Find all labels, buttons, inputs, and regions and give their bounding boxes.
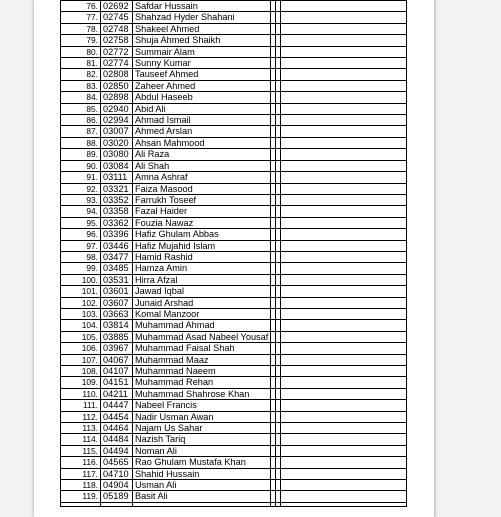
serial-number-cell: 101.	[61, 286, 101, 297]
roll-number-cell: 04447	[101, 400, 133, 411]
blank-cell	[281, 263, 407, 274]
table-row	[61, 206, 407, 217]
blank-cell	[281, 411, 407, 422]
serial-number-cell: 90.	[61, 160, 101, 171]
serial-number-cell: 111.	[61, 400, 101, 411]
roll-number-cell: 02745	[101, 12, 133, 23]
roll-number-cell: 02994	[101, 115, 133, 126]
document-page	[34, 0, 434, 517]
table-row	[61, 366, 407, 377]
serial-number-cell: 113.	[61, 423, 101, 434]
blank-cell	[281, 160, 407, 171]
roll-number-cell: 03663	[101, 308, 133, 319]
table-row	[61, 229, 407, 240]
blank-cell	[281, 206, 407, 217]
blank-cell	[61, 502, 101, 506]
serial-number-cell: 76.	[61, 1, 101, 12]
table-row	[61, 457, 407, 468]
table-row	[61, 126, 407, 137]
roll-number-cell: 04565	[101, 457, 133, 468]
blank-cell	[281, 137, 407, 148]
serial-number-cell: 117.	[61, 468, 101, 479]
blank-cell	[281, 103, 407, 114]
blank-cell	[281, 217, 407, 228]
roll-number-cell: 03967	[101, 343, 133, 354]
table-row	[61, 1, 407, 12]
roster-body	[61, 1, 407, 507]
serial-number-cell: 86.	[61, 115, 101, 126]
serial-number-cell: 83.	[61, 80, 101, 91]
student-name-cell: Fouzia Nawaz	[133, 217, 271, 228]
serial-number-cell: 104.	[61, 320, 101, 331]
serial-number-cell: 77.	[61, 12, 101, 23]
blank-cell	[281, 388, 407, 399]
student-name-cell: Ahmed Arslan	[133, 126, 271, 137]
table-row	[61, 377, 407, 388]
table-row	[61, 115, 407, 126]
student-name-cell: Abid Ali	[133, 103, 271, 114]
student-name-cell: Shahid Hussain	[133, 468, 271, 479]
roll-number-cell: 03084	[101, 160, 133, 171]
serial-number-cell: 88.	[61, 137, 101, 148]
student-name-cell: Komal Manzoor	[133, 308, 271, 319]
serial-number-cell: 92.	[61, 183, 101, 194]
serial-number-cell: 96.	[61, 229, 101, 240]
blank-cell	[281, 286, 407, 297]
table-row	[61, 194, 407, 205]
blank-cell	[281, 183, 407, 194]
table-row	[61, 92, 407, 103]
blank-cell	[281, 92, 407, 103]
table-row	[61, 343, 407, 354]
roll-number-cell: 03814	[101, 320, 133, 331]
student-name-cell: Tauseef Ahmed	[133, 69, 271, 80]
blank-cell	[281, 366, 407, 377]
serial-number-cell: 112.	[61, 411, 101, 422]
roll-number-cell: 03362	[101, 217, 133, 228]
table-row	[61, 445, 407, 456]
roll-number-cell: 04464	[101, 423, 133, 434]
student-name-cell: Jawad Iqbal	[133, 286, 271, 297]
blank-cell	[281, 331, 407, 342]
roll-number-cell: 04454	[101, 411, 133, 422]
student-name-cell: Noman Ali	[133, 445, 271, 456]
student-name-cell: Rao Ghulam Mustafa Khan	[133, 457, 271, 468]
table-row	[61, 217, 407, 228]
roll-number-cell: 02772	[101, 46, 133, 57]
blank-cell	[281, 423, 407, 434]
serial-number-cell: 108.	[61, 366, 101, 377]
blank-cell	[133, 502, 271, 506]
roll-number-cell: 05189	[101, 491, 133, 502]
table-row	[61, 434, 407, 445]
student-name-cell: Amna Ashraf	[133, 172, 271, 183]
blank-cell	[281, 46, 407, 57]
student-name-cell: Summair Alam	[133, 46, 271, 57]
serial-number-cell: 81.	[61, 58, 101, 69]
student-name-cell: Hafiz Mujahid Islam	[133, 240, 271, 251]
roll-number-cell: 04710	[101, 468, 133, 479]
blank-cell	[101, 502, 133, 506]
table-row	[61, 400, 407, 411]
roll-number-cell: 02898	[101, 92, 133, 103]
serial-number-cell: 105.	[61, 331, 101, 342]
blank-cell	[281, 343, 407, 354]
table-row	[61, 35, 407, 46]
serial-number-cell: 99.	[61, 263, 101, 274]
roll-number-cell: 04494	[101, 445, 133, 456]
table-row	[61, 240, 407, 251]
student-name-cell: Usman Ali	[133, 480, 271, 491]
roll-number-cell: 02758	[101, 35, 133, 46]
serial-number-cell: 114.	[61, 434, 101, 445]
roll-number-cell: 03446	[101, 240, 133, 251]
serial-number-cell: 119.	[61, 491, 101, 502]
student-name-cell: Ahsan Mahmood	[133, 137, 271, 148]
serial-number-cell: 89.	[61, 149, 101, 160]
blank-cell	[281, 115, 407, 126]
student-name-cell: Hirra Afzal	[133, 274, 271, 285]
blank-cell	[281, 23, 407, 34]
student-name-cell: Sunny Kumar	[133, 58, 271, 69]
student-name-cell: Shuja Ahmed Shaikh	[133, 35, 271, 46]
roll-number-cell: 04211	[101, 388, 133, 399]
blank-cell	[281, 457, 407, 468]
serial-number-cell: 98.	[61, 251, 101, 262]
student-name-cell: Shahzad Hyder Shahani	[133, 12, 271, 23]
serial-number-cell: 109.	[61, 377, 101, 388]
roll-number-cell: 03607	[101, 297, 133, 308]
student-roster-table	[60, 0, 407, 507]
student-name-cell: Muhammad Ahmad	[133, 320, 271, 331]
table-row	[61, 263, 407, 274]
student-name-cell: Nazish Tariq	[133, 434, 271, 445]
table-row	[61, 12, 407, 23]
blank-cell	[281, 126, 407, 137]
blank-cell	[281, 320, 407, 331]
serial-number-cell: 78.	[61, 23, 101, 34]
blank-cell	[281, 229, 407, 240]
table-row	[61, 388, 407, 399]
blank-cell	[281, 400, 407, 411]
table-row	[61, 423, 407, 434]
roll-number-cell: 03396	[101, 229, 133, 240]
roll-number-cell: 02940	[101, 103, 133, 114]
table-row	[61, 480, 407, 491]
student-name-cell: Muhammad Shahrose Khan	[133, 388, 271, 399]
roll-number-cell: 03531	[101, 274, 133, 285]
blank-cell	[281, 468, 407, 479]
serial-number-cell: 103.	[61, 308, 101, 319]
roll-number-cell: 04067	[101, 354, 133, 365]
student-name-cell: Nadir Usman Awan	[133, 411, 271, 422]
student-name-cell: Ali Raza	[133, 149, 271, 160]
table-row	[61, 297, 407, 308]
table-row	[61, 331, 407, 342]
serial-number-cell: 118.	[61, 480, 101, 491]
blank-cell	[281, 377, 407, 388]
table-row	[61, 149, 407, 160]
table-row	[61, 354, 407, 365]
roll-number-cell: 03885	[101, 331, 133, 342]
blank-cell	[281, 491, 407, 502]
table-row	[61, 468, 407, 479]
serial-number-cell: 91.	[61, 172, 101, 183]
table-row	[61, 251, 407, 262]
table-row	[61, 286, 407, 297]
blank-cell	[281, 445, 407, 456]
table-row	[61, 23, 407, 34]
student-name-cell: Ahmad Ismail	[133, 115, 271, 126]
roll-number-cell: 04484	[101, 434, 133, 445]
student-name-cell: Faiza Masood	[133, 183, 271, 194]
serial-number-cell: 110.	[61, 388, 101, 399]
student-name-cell: Junaid Arshad	[133, 297, 271, 308]
blank-cell	[281, 12, 407, 23]
blank-cell	[281, 58, 407, 69]
student-name-cell: Safdar Hussain	[133, 1, 271, 12]
table-row	[61, 103, 407, 114]
roll-number-cell: 03007	[101, 126, 133, 137]
blank-cell	[281, 80, 407, 91]
blank-cell	[281, 308, 407, 319]
table-row	[61, 69, 407, 80]
blank-cell	[281, 502, 407, 506]
serial-number-cell: 107.	[61, 354, 101, 365]
roll-number-cell: 04107	[101, 366, 133, 377]
table-row	[61, 491, 407, 502]
blank-cell	[281, 251, 407, 262]
table-row	[61, 411, 407, 422]
table-row-cut-off	[61, 502, 407, 506]
student-name-cell: Shakeel Ahmed	[133, 23, 271, 34]
serial-number-cell: 115.	[61, 445, 101, 456]
blank-cell	[281, 297, 407, 308]
blank-cell	[281, 194, 407, 205]
student-name-cell: Ali Shah	[133, 160, 271, 171]
blank-cell	[281, 434, 407, 445]
roll-number-cell: 03358	[101, 206, 133, 217]
serial-number-cell: 94.	[61, 206, 101, 217]
student-name-cell: Muhammad Naeem	[133, 366, 271, 377]
roll-number-cell: 02748	[101, 23, 133, 34]
roll-number-cell: 02774	[101, 58, 133, 69]
roll-number-cell: 03321	[101, 183, 133, 194]
serial-number-cell: 102.	[61, 297, 101, 308]
roll-number-cell: 04151	[101, 377, 133, 388]
table-row	[61, 137, 407, 148]
roll-number-cell: 03020	[101, 137, 133, 148]
student-name-cell: Fazal Haider	[133, 206, 271, 217]
roll-number-cell: 02808	[101, 69, 133, 80]
blank-cell	[281, 354, 407, 365]
student-name-cell: Nabeel Francis	[133, 400, 271, 411]
serial-number-cell: 95.	[61, 217, 101, 228]
serial-number-cell: 85.	[61, 103, 101, 114]
table-row	[61, 274, 407, 285]
student-name-cell: Hafiz Ghulam Abbas	[133, 229, 271, 240]
table-row	[61, 58, 407, 69]
roll-number-cell: 03601	[101, 286, 133, 297]
student-name-cell: Abdul Haseeb	[133, 92, 271, 103]
serial-number-cell: 84.	[61, 92, 101, 103]
blank-cell	[281, 149, 407, 160]
student-name-cell: Muhammad Rehan	[133, 377, 271, 388]
student-name-cell: Muhammad Asad Nabeel Yousaf	[133, 331, 271, 342]
roll-number-cell: 03080	[101, 149, 133, 160]
table-row	[61, 183, 407, 194]
blank-cell	[281, 35, 407, 46]
student-name-cell: Muhammad Faisal Shah	[133, 343, 271, 354]
serial-number-cell: 100.	[61, 274, 101, 285]
serial-number-cell: 79.	[61, 35, 101, 46]
blank-cell	[281, 480, 407, 491]
table-row	[61, 320, 407, 331]
serial-number-cell: 82.	[61, 69, 101, 80]
serial-number-cell: 93.	[61, 194, 101, 205]
student-name-cell: Muhammad Maaz	[133, 354, 271, 365]
blank-cell	[281, 69, 407, 80]
student-name-cell: Hamza Amin	[133, 263, 271, 274]
student-name-cell: Hamid Rashid	[133, 251, 271, 262]
blank-cell	[281, 172, 407, 183]
table-row	[61, 308, 407, 319]
roll-number-cell: 03111	[101, 172, 133, 183]
blank-cell	[281, 240, 407, 251]
student-name-cell: Najam Us Sahar	[133, 423, 271, 434]
student-name-cell: Zaheer Ahmed	[133, 80, 271, 91]
roll-number-cell: 03485	[101, 263, 133, 274]
roll-number-cell: 04904	[101, 480, 133, 491]
roll-number-cell: 02850	[101, 80, 133, 91]
table-row	[61, 160, 407, 171]
serial-number-cell: 116.	[61, 457, 101, 468]
blank-cell	[281, 274, 407, 285]
table-row	[61, 80, 407, 91]
student-name-cell: Farrukh Toseef	[133, 194, 271, 205]
serial-number-cell: 87.	[61, 126, 101, 137]
serial-number-cell: 106.	[61, 343, 101, 354]
table-row	[61, 46, 407, 57]
roll-number-cell: 02692	[101, 1, 133, 12]
table-row	[61, 172, 407, 183]
roll-number-cell: 03477	[101, 251, 133, 262]
blank-cell	[281, 1, 407, 12]
roll-number-cell: 03352	[101, 194, 133, 205]
serial-number-cell: 80.	[61, 46, 101, 57]
student-name-cell: Basit Ali	[133, 491, 271, 502]
serial-number-cell: 97.	[61, 240, 101, 251]
